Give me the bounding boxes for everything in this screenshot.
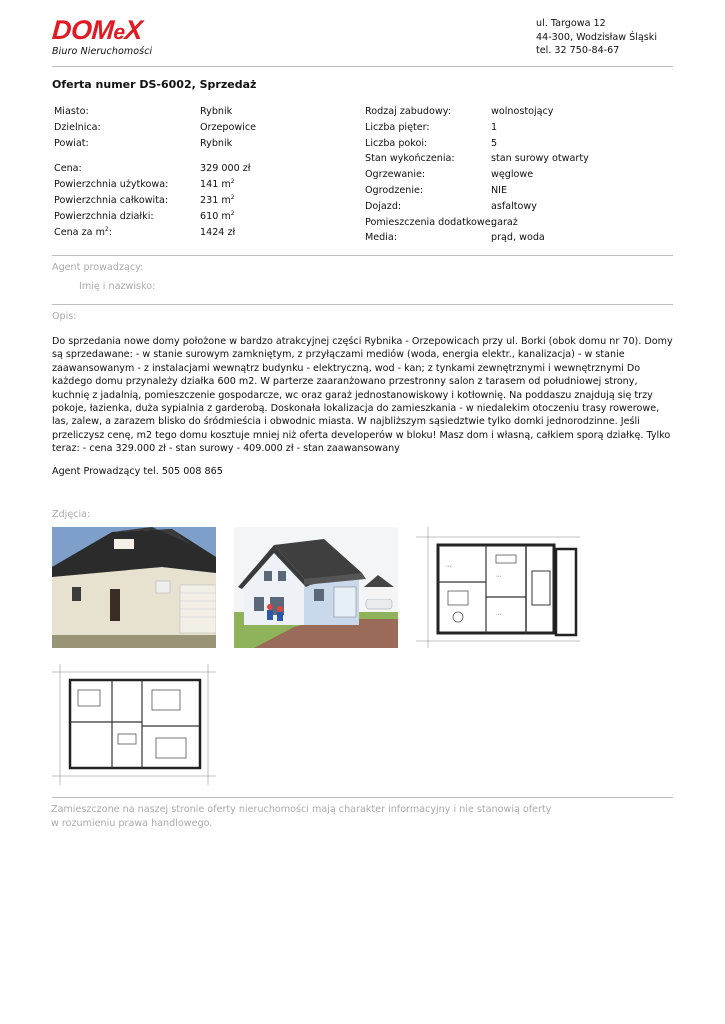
detail-value: 610 $m^2$ [200,209,235,222]
detail-row-floors [365,120,665,136]
agency-phone: tel. 32 750-84-67 [536,45,620,56]
detail-value: 141 $m^2$ [200,178,235,191]
disclaimer-line-1: Zamieszczone na naszej stronie oferty nieruchomości mają charakter informacyjny i nie stanowią oferty [51,804,552,815]
floor-plan-icon[interactable] [416,527,580,648]
detail-label: Liczba pokoi: [365,137,428,149]
detail-value: 5 [491,137,498,149]
detail-value: Rybnik [200,137,233,149]
detail-row-county [54,136,354,152]
address-city: 44-300, Wodzisław Śląski [536,31,658,43]
detail-value: wolnostojący [491,106,554,117]
detail-value: Orzepowice [200,121,257,133]
detail-row-price-per-m2 [54,225,354,241]
detail-value: 1424 zł [200,226,236,238]
detail-value: stan surowy otwarty [491,153,589,165]
detail-row-district [54,120,354,136]
detail-row-extra-rooms [365,215,665,231]
detail-value: NIE [491,184,508,196]
offer-title: Oferta numer DS-6002, Sprzedaż [52,78,257,91]
detail-row-price [54,161,354,177]
detail-row-usable-area [54,177,354,193]
floor-plan-icon[interactable] [52,664,216,785]
legal-disclaimer [51,803,571,831]
detail-row-fence [365,183,665,199]
detail-row-rooms [365,136,665,152]
detail-value: 231 $m^2$ [200,193,235,206]
detail-value: asfaltowy [491,200,537,212]
detail-value: Rybnik [200,106,233,117]
photos-section-label: Zdjęcia: [52,509,91,520]
detail-row-access-road [365,199,665,215]
description-text: Do sprzedania nowe domy położone w bardzo atrakcyjnej części Rybnika - Orzepowicach przy ul. Borki (obok domu nr 70). Domy są sprzedawane: - w stanie surowym zamkniętym, z przyłączami mediów (woda, energia elektr., kanalizacja) - w stanie zaawansowanym - z instalacjami wewnątrz budynku - elektryczną, wod - kan; z tynkami zewnętrznymi i wewnętrznymi Do każdego domu przynależy działka 600 m2. W parterze zaaranżowano przestronny salon z tarasem od południowej strony, kuchnię z jadalnią, pomieszczenie gospodarcze, wc oraz garaż jednostanowiskowy i kotłownię. Na poddaszu znajdują się trzy pokoje, łazienka, duża sypialnia z garderobą. Doskonała lokalizacja do zamieszkania - w niedalekim otoczeniu trasy rowerowe, las, zalew, a zarazem blisko do śródmieścia i obwodnic miasta. W najbliższym sąsiedztwie tylko domki jednorodzinne. Jeśli przeliczysz cenę, m2 tego domu kosztuje mniej niż oferta developerów w bloku! Masz dom i własną, całkiem sporą działkę. Tylko teraz: - cena 329.000 zł - stan surowy - 409.000 zł - stan zaawansowany [52,336,673,455]
detail-label: Powierzchnia działki: [54,210,154,222]
agent-name-label: Imię i nazwisko: [79,281,156,292]
logo-wordmark: DOMeX [51,15,144,45]
svg-text:•••: ••• [446,564,452,568]
detail-row-building-type [365,104,665,120]
detail-label: Cena za $m^2$: [54,225,112,238]
disclaimer-line-2: w rozumieniu prawa handlowego. [51,818,213,829]
detail-row-plot-area [54,209,354,225]
address-street: ul. Targowa 12 [536,18,606,29]
domex-logo [52,16,152,57]
detail-label: Rodzaj zabudowy: [365,106,451,117]
svg-text:•••: ••• [496,612,502,616]
detail-row-total-area [54,193,354,209]
details-right-column [365,104,665,246]
detail-label: Dzielnica: [54,121,101,133]
detail-row-utilities [365,230,665,246]
agent-divider [52,304,673,305]
agency-address [536,17,657,58]
detail-value: 329 000 zł [200,163,251,175]
detail-value: 1 [491,121,498,133]
details-left-column [54,104,354,240]
detail-value: węglowe [491,169,534,181]
detail-label: Media: [365,232,398,244]
agent-phone-line: Agent Prowadzący tel. 505 008 865 [52,466,223,477]
footer-divider [52,797,673,798]
detail-row-condition [365,151,665,167]
house-photo-icon[interactable] [52,527,216,648]
detail-label: Powiat: [54,137,89,149]
svg-text:•••: ••• [496,574,502,578]
detail-label: Dojazd: [365,200,402,212]
detail-value: prąd, woda [491,232,545,244]
description-section-label: Opis: [52,311,77,322]
detail-label: Liczba pięter: [365,121,430,133]
detail-label: Powierzchnia użytkowa: [54,179,169,191]
house-render-icon[interactable] [234,527,398,648]
detail-label: Cena: [54,163,82,175]
detail-value: garaż [491,216,518,228]
detail-label: Ogrodzenie: [365,184,424,196]
agent-section-label: Agent prowadzący: [52,262,144,273]
detail-label: Stan wykończenia: [365,153,455,165]
detail-label: Pomieszczenia dodatkowe: [365,216,494,228]
detail-label: Ogrzewanie: [365,169,426,181]
detail-label: Miasto: [54,106,89,117]
detail-row-city [54,104,354,120]
details-divider [52,255,673,256]
detail-label: Powierzchnia całkowita: [54,194,169,206]
header-divider [52,66,673,67]
detail-row-heating [365,167,665,183]
logo-subtitle: Biuro Nieruchomości [52,46,153,57]
